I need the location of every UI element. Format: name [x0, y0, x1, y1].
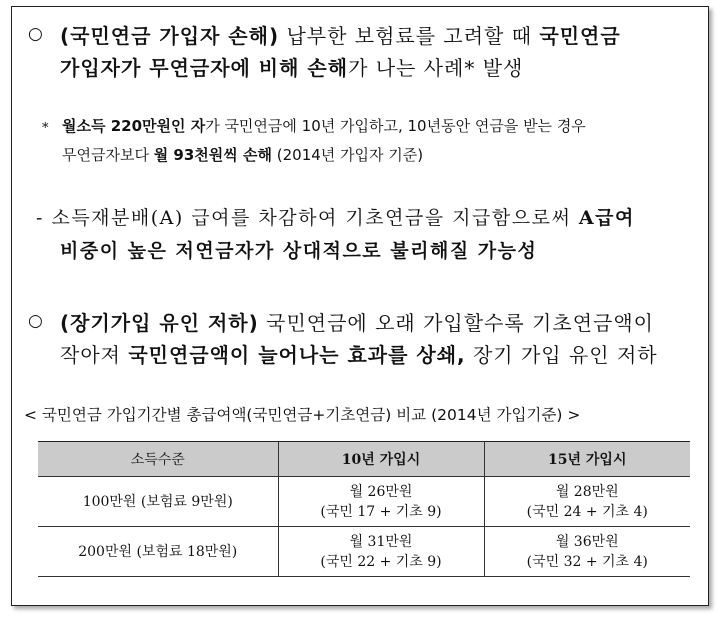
header-15-years: 15년 가입시 [484, 442, 690, 477]
table-row [38, 527, 690, 577]
note-asterisk: * [42, 121, 49, 136]
section1-line2 [60, 52, 523, 81]
circle-bullet-icon-2: ○ [28, 311, 43, 331]
income-level-cell: 100만원 (보험료 9만원) [38, 477, 278, 527]
section1-heading: (국민연금 가입자 손해) [60, 24, 280, 48]
section3-line2 [60, 339, 658, 368]
table-caption: < 국민연금 가입기간별 총급여액(국민연금+기초연금) 비교 (2014년 가입기준) > [24, 406, 581, 424]
note-line1 [62, 115, 586, 136]
section2-text: 소득재분배(A) 급여를 차감하여 기초연금을 지급함으로써 [43, 207, 579, 229]
benefit-breakdown: (국민 22 + 기초 9) [320, 553, 442, 570]
section1-emphasis: 국민연금 [539, 24, 621, 48]
note-emphasis-2: 월 93천원씩 손해 [153, 146, 272, 164]
section3-text: 국민연금에 오래 가입할수록 기초연금액이 [258, 311, 654, 335]
benefit-total: 월 36만원 [555, 533, 619, 550]
section1-emphasis-2: 가입자가 무연금자에 비해 손해 [60, 56, 349, 80]
benefit-10y-cell [278, 477, 484, 527]
dash-bullet: - [36, 207, 44, 229]
benefit-breakdown: (국민 24 + 기초 4) [526, 503, 648, 520]
section3-line1 [60, 307, 654, 336]
section2-emphasis-2: 비중이 높은 저연금자가 상대적으로 불리해질 가능성 [60, 240, 538, 262]
benefit-breakdown: (국민 32 + 기초 4) [526, 553, 648, 570]
benefit-total: 월 28만원 [555, 483, 619, 500]
benefit-total: 월 31만원 [349, 533, 413, 550]
section3-heading: (장기가입 유인 저하) [60, 311, 259, 335]
section3-text-3: 장기 가입 유인 저하 [465, 343, 658, 367]
section1-text-2: 가 나는 사례* 발생 [348, 56, 524, 80]
benefit-total: 월 26만원 [349, 483, 413, 500]
benefit-breakdown: (국민 17 + 기초 9) [320, 503, 442, 520]
section2-line1 [36, 203, 635, 230]
header-10-years: 10년 가입시 [278, 442, 484, 477]
circle-bullet-icon: ○ [28, 24, 43, 44]
pension-comparison-table [38, 441, 690, 577]
benefit-15y-cell [484, 527, 690, 577]
section3-emphasis: 국민연금액이 늘어나는 효과를 상쇄, [128, 343, 466, 367]
benefit-15y-cell [484, 477, 690, 527]
note-text-2: 무연금자보다 [62, 146, 154, 164]
benefit-10y-cell [278, 527, 484, 577]
note-text: 가 국민연금에 10년 가입하고, 10년동안 연금을 받는 경우 [205, 117, 586, 135]
section1-line1 [60, 20, 621, 49]
section2-emphasis: A급여 [578, 207, 635, 229]
note-emphasis: 월소득 220만원인 자 [62, 117, 206, 135]
table-header-row [38, 442, 690, 477]
section1-text: 납부한 보험료를 고려할 때 [279, 24, 540, 48]
header-income-level: 소득수준 [38, 442, 278, 477]
note-text-3: (2014년 가입자 기준) [271, 146, 424, 164]
table-row [38, 477, 690, 527]
section3-text-2: 작아져 [60, 343, 129, 367]
income-level-cell: 200만원 (보험료 18만원) [38, 527, 278, 577]
note-line2 [62, 144, 423, 165]
section2-line2 [60, 236, 537, 263]
